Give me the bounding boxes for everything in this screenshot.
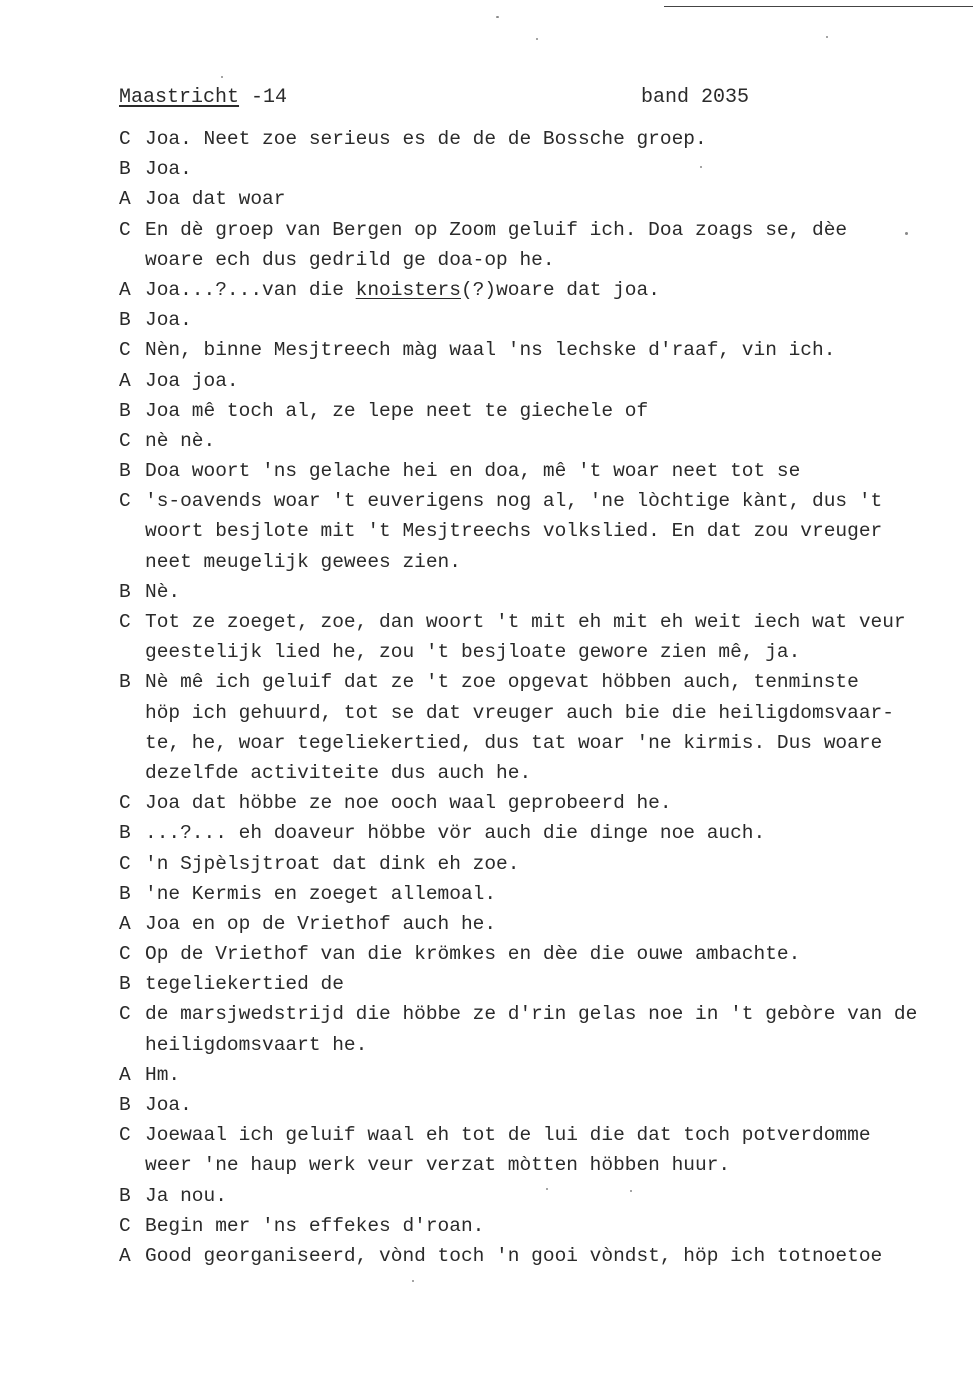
transcript-line [119,667,969,697]
header-page-number: -14 [239,86,288,109]
line-text [145,1060,180,1090]
line-text [145,1090,192,1120]
line-text [145,698,894,728]
transcript-line [119,939,969,969]
speaker-label: C [119,943,131,966]
line-text-segment: Nè. [145,580,181,603]
line-text-segment: Joa...?...van die [145,278,356,301]
line-text-segment: Op de Vriethof van die krömkes en dèe die ouwe ambachte. [145,943,801,966]
transcript-line [119,728,969,758]
line-text [145,215,847,245]
line-text [145,969,344,999]
line-text-segment: woort besjlote mit 't Mesjtreechs volkslied. En dat zou vreuger [145,520,883,543]
line-text-segment: Joa. [145,158,192,181]
transcript-line [119,969,969,999]
header-location [119,84,287,112]
speaker-label: B [119,822,131,845]
line-text-segment: Doa woort 'ns gelache hei en doa, mê 't woar neet tot se [145,460,801,483]
line-text [145,245,555,275]
transcript-line [119,335,969,365]
line-text-segment: Nèn, binne Mesjtreech màg waal 'ns lechske d'raaf, vin ich. [145,339,836,362]
line-text [145,547,461,577]
line-text-segment: Joa. [145,1094,192,1116]
line-text [145,396,648,426]
line-text-segment: neet meugelijk gewees zien. [145,550,461,573]
line-text-segment: dezelfde activiteite dus auch he. [145,761,532,784]
line-text-segment: ...?... eh doaveur höbbe vör auch die dinge noe auch. [145,822,766,845]
line-text-segment: weer 'ne haup werk veur verzat mòtten höbben huur. [145,1154,731,1177]
transcript-line [119,788,969,818]
transcript-line [119,245,969,275]
line-text-segment: geestelijk lied he, zou 't besjloate gewore zien mê, ja. [145,641,801,664]
speaker-label: C [119,218,131,241]
transcript-line [119,305,969,335]
line-text-segment: de marsjwedstrijd die höbbe ze d'rin gelas noe in 't gebòre van de [145,1003,918,1026]
line-text-segment: Begin mer 'ns effekes d'roan. [145,1214,485,1237]
line-text [145,637,800,667]
speaker-label: C [119,429,131,452]
line-text-segment: Joa. Neet zoe serieus es de de de Bossche groep. [145,128,707,150]
transcript-line [119,215,969,245]
line-text [145,1150,730,1180]
transcript-line [119,154,969,184]
speaker-label: B [119,1094,131,1116]
transcript-line [119,516,969,546]
transcript-line [119,818,969,848]
speaker-label: A [119,188,131,211]
line-text-segment: Joa dat höbbe ze noe ooch waal geprobeerd he. [145,792,672,815]
scan-speck [221,76,223,78]
speaker-label: B [119,580,131,603]
line-text [145,486,882,516]
line-text-segment: 'ne Kermis en zoeget allemoal. [145,882,497,905]
transcript-line [119,1060,969,1090]
transcript-line [119,184,969,214]
line-text [145,758,531,788]
transcript-line [119,1181,969,1211]
transcript-line [119,637,969,667]
line-text-segment: Joa en op de Vriethof auch he. [145,912,497,935]
transcript-line [119,999,969,1029]
transcript-line [119,879,969,909]
speaker-label: A [119,1244,131,1267]
scan-speck [412,1280,414,1282]
page-header [119,84,759,112]
speaker-label: B [119,158,131,181]
transcript-line [119,849,969,879]
transcript-line [119,486,969,516]
line-text-segment: En dè groep van Bergen op Zoom geluif ich. Doa zoags se, dèe [145,218,848,241]
speaker-label: C [119,1214,131,1237]
line-text [145,516,882,546]
transcript-line [119,758,969,788]
top-edge-rule [664,6,973,7]
line-text [145,1211,484,1241]
speaker-label: C [119,852,131,875]
line-text [145,728,882,758]
transcript-line [119,275,969,305]
speaker-label: C [119,1124,131,1147]
scan-speck [496,16,499,18]
line-text-segment: höp ich gehuurd, tot se dat vreuger auch bie die heiligdomsvaar- [145,701,894,724]
line-text [145,909,496,939]
line-text [145,305,192,335]
line-text [145,1030,367,1060]
speaker-label: A [119,278,131,301]
underlined-word: knoisters [355,278,461,301]
line-text [145,456,800,486]
speaker-label: A [119,1063,131,1086]
transcript-line [119,607,969,637]
transcript-line [119,1030,969,1060]
line-text-segment: Joa dat woar [145,188,286,211]
line-text [145,366,239,396]
speaker-label: C [119,128,131,150]
header-place: Maastricht [119,86,240,109]
line-text [145,1120,871,1150]
speaker-label: B [119,671,131,694]
line-text-segment: 's-oavends woar 't euverigens nog al, 'ne lòchtige kànt, dus 't [145,490,883,513]
line-text [145,879,496,909]
speaker-label: B [119,460,131,483]
speaker-label: B [119,399,131,422]
line-text [145,999,917,1029]
transcript-line [119,1211,969,1241]
transcript-line [119,1120,969,1150]
transcript-line [119,1090,969,1120]
line-text-segment: Nè mê ich geluif dat ze 't zoe opgevat höbben auch, tenminste [145,671,859,694]
line-text [145,849,519,879]
line-text-segment: Joa mê toch al, ze lepe neet te giechele of [145,399,649,422]
transcript-line [119,1150,969,1180]
line-text [145,1241,882,1271]
speaker-label: A [119,369,131,392]
line-text-segment: Joa joa. [145,369,239,392]
transcript-line [119,366,969,396]
line-text [145,667,859,697]
line-text-segment: heiligdomsvaart he. [145,1033,368,1056]
line-text-segment: Hm. [145,1063,181,1086]
line-text-segment: woare ech dus gedrild ge doa-op he. [145,248,555,271]
transcript-line [119,909,969,939]
line-text [145,607,906,637]
line-text-segment: nè nè. [145,429,216,452]
line-text [145,154,192,184]
transcript-line [119,577,969,607]
line-text [145,124,707,154]
line-text [145,939,800,969]
transcript-line [119,396,969,426]
transcript [119,124,969,1271]
line-text [145,788,672,818]
speaker-label: B [119,973,131,996]
line-text [145,184,285,214]
speaker-label: B [119,882,131,905]
line-text-segment: Good georganiseerd, vònd toch 'n gooi vòndst, höp ich totnoetoe [145,1244,883,1267]
line-text [145,1181,227,1211]
speaker-label: B [119,1184,131,1207]
line-text-segment: tegeliekertied de [145,973,344,996]
line-text [145,335,835,365]
transcript-line [119,698,969,728]
line-text-segment: 'n Sjpèlsjtroat dat dink eh zoe. [145,852,520,875]
line-text [145,275,660,305]
scan-speck [536,38,538,40]
transcript-line [119,547,969,577]
speaker-label: C [119,792,131,815]
speaker-label: C [119,339,131,362]
transcript-line [119,1241,969,1271]
transcript-line [119,456,969,486]
scan-speck [826,36,828,38]
transcript-line [119,426,969,456]
line-text [145,818,765,848]
line-text-segment: (?)woare dat joa. [460,278,660,301]
line-text-segment: Ja nou. [145,1184,227,1207]
line-text-segment: Joewaal ich geluif waal eh tot de lui die dat toch potverdomme [145,1124,871,1147]
speaker-label: B [119,309,131,332]
header-band-number: band 2035 [641,86,750,109]
speaker-label: C [119,490,131,513]
transcript-line [119,124,969,154]
line-text [145,426,215,456]
speaker-label: C [119,1003,131,1026]
speaker-label: A [119,912,131,935]
line-text [145,577,180,607]
line-text-segment: te, he, woar tegeliekertied, dus tat woar 'ne kirmis. Dus woare [145,731,883,754]
speaker-label: C [119,611,131,633]
line-text-segment: Joa. [145,309,192,332]
line-text-segment: Tot ze zoeget, zoe, dan woort 't mit eh mit eh weit iech wat veur [145,611,906,633]
